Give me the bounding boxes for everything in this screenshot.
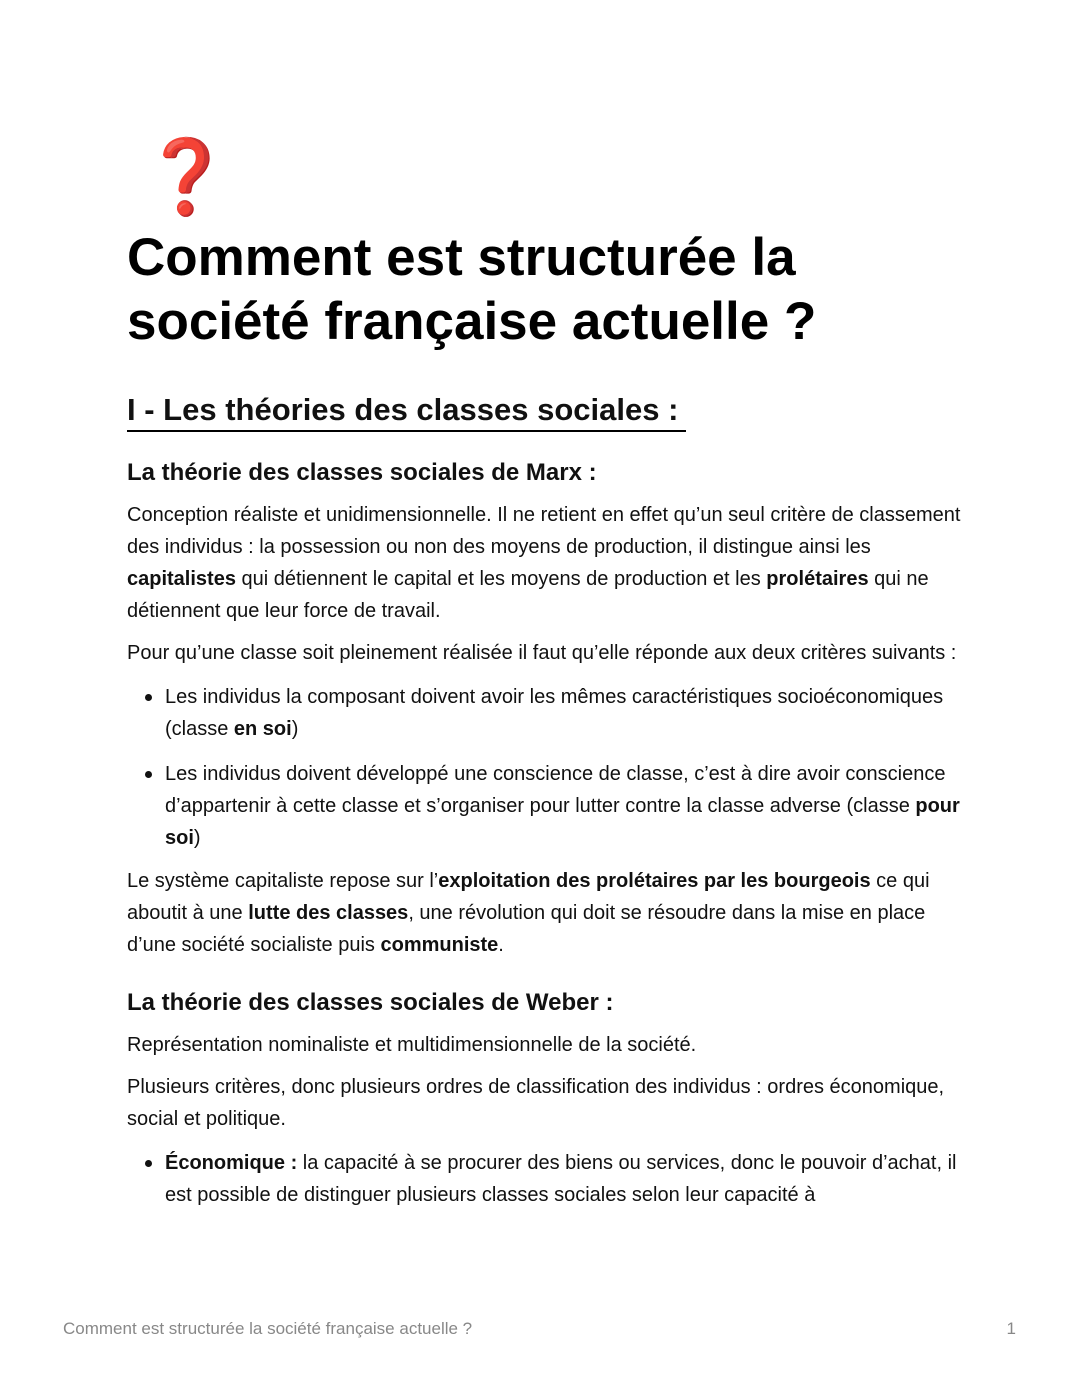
text-run: ) [193,827,201,849]
weber-heading: La théorie des classes sociales de Weber : [127,989,614,1016]
text-run: la capacité à se procurer des biens ou services, donc le pouvoir d’achat, il est possible de distinguer plusieurs classes sociales selon leur capacité à [165,1152,957,1206]
list-item [165,681,962,745]
text-run: Conception réaliste et unidimensionnelle. Il ne retient en effet qu’un seul critère de classement des individus : la possession ou non des moyens de production, il distingue ainsi les [127,504,961,558]
bullet-list [127,681,962,854]
bold-text: en soi [233,718,292,740]
paragraph [127,1029,962,1061]
text-run: Pour qu’une classe soit pleinement réalisée il faut qu’elle réponde aux deux critères suivants : [127,642,957,664]
question-mark-icon: ❓ [141,134,231,218]
text-run: Les individus doivent développé une conscience de classe, c’est à dire avoir conscience d’appartenir à cette classe et s’organiser pour lutter contre la classe adverse (classe [165,763,946,817]
text-run: Le système capitaliste repose sur l’ [127,870,439,892]
page-number: 1 [1006,1319,1016,1338]
bold-text: pour soi [165,795,960,849]
footer-title: Comment est structurée la société française actuelle ? [63,1319,473,1338]
page-title: Comment est structurée la société française actuelle ? [127,228,817,351]
text-run: . [498,934,504,956]
text-run: ) [291,718,299,740]
list-item [165,758,962,854]
text-run: ce qui aboutit à une [127,870,930,924]
paragraph [127,865,962,961]
bold-text: exploitation des prolétaires par les bourgeois [438,870,871,892]
section-heading: I - Les théories des classes sociales : [127,390,686,432]
paragraph [127,1071,962,1135]
bullet-list [127,1147,962,1211]
bold-text: communiste [380,934,499,956]
bold-text: prolétaires [766,568,869,590]
paragraph [127,499,962,627]
text-run: qui détiennent le capital et les moyens de production et les [235,568,767,590]
bold-text: capitalistes [127,568,236,590]
text-run: Les individus la composant doivent avoir les mêmes caractéristiques socioéconomiques (classe [165,686,944,740]
bold-text: lutte des classes [248,902,409,924]
list-item [165,1147,962,1211]
paragraph [127,637,962,669]
text-run: Représentation nominaliste et multidimensionnelle de la société. [127,1034,697,1056]
text-run: qui ne détiennent que leur force de travail. [127,568,929,622]
page-content [127,0,962,1242]
text-run: Plusieurs critères, donc plusieurs ordres de classification des individus : ordres économique, social et politique. [127,1076,945,1130]
marx-heading: La théorie des classes sociales de Marx : [127,459,597,486]
text-run: , une révolution qui doit se résoudre dans la mise en place d’une société socialiste puis [127,902,926,956]
bold-text: Économique : [165,1152,298,1174]
